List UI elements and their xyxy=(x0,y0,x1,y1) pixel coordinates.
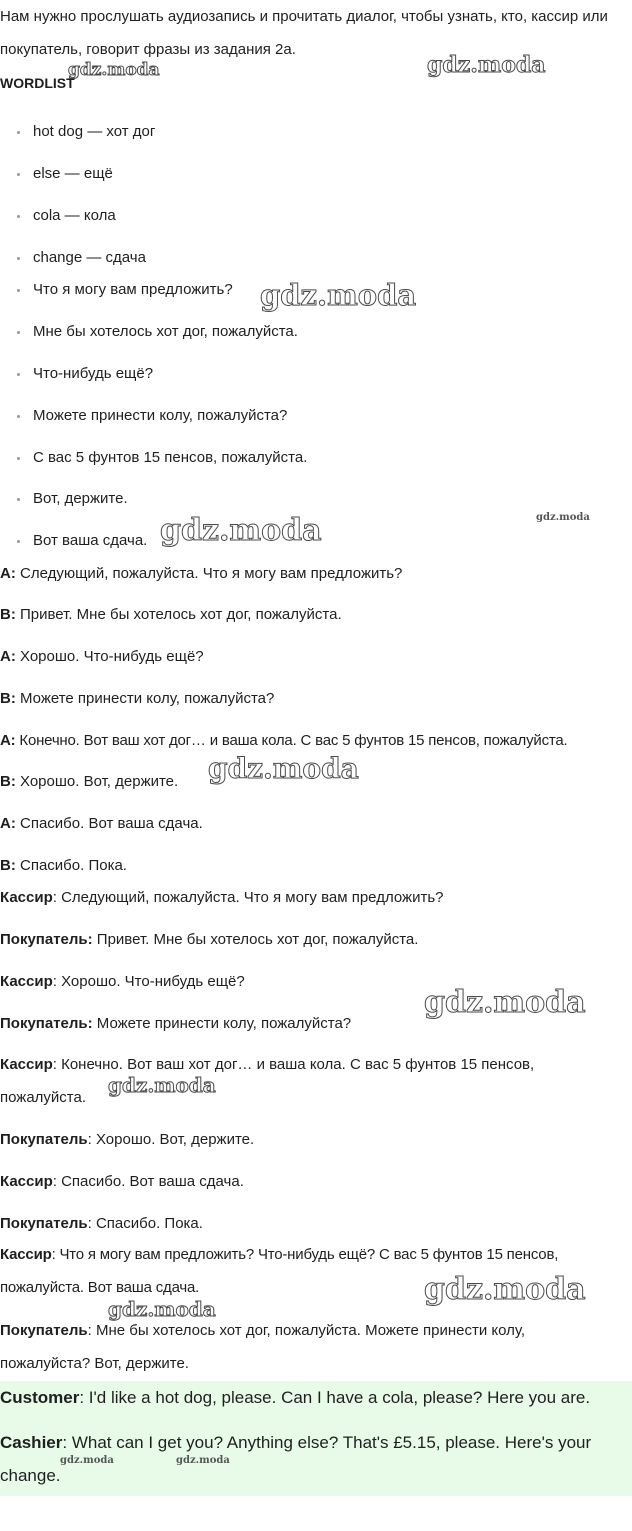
list-item: Вот, держите. xyxy=(0,489,128,509)
watermark-logo: gdz.moda xyxy=(160,513,322,548)
dialog-line: Покупатель: Можете принести колу, пожалуйста? xyxy=(0,1015,352,1032)
list-item: Что-нибудь ещё? xyxy=(0,364,153,384)
bullet-icon xyxy=(17,373,20,376)
watermark-logo: gdz.moda xyxy=(536,512,590,523)
dialog-line: Кассир: Хорошо. Что-нибудь ещё? xyxy=(0,973,245,990)
bullet-icon xyxy=(17,131,20,134)
list-item: change — сдача xyxy=(0,248,146,268)
watermark-logo: gdz.moda xyxy=(208,752,359,785)
bullet-icon xyxy=(17,540,20,543)
bullet-icon xyxy=(17,498,20,501)
bullet-icon xyxy=(17,173,20,176)
dialog-line: A: Конечно. Вот ваш хот дог… и ваша кола. С вас 5 фунтов 15 пенсов, пожалуйста. xyxy=(0,732,568,749)
dialog-line: B: Хорошо. Вот, держите. xyxy=(0,773,179,790)
watermark-logo: gdz.moda xyxy=(176,1455,230,1466)
watermark-logo: gdz.moda xyxy=(260,278,417,312)
intro-text: Нам нужно прослушать аудиозапись и прочитать диалог, чтобы узнать, кто, кассир или покупатель, говорит фразы из задания 2а. xyxy=(0,8,608,58)
watermark-logo: gdz.moda xyxy=(60,1455,114,1466)
dialog-line: Кассир: Следующий, пожалуйста. Что я могу вам предложить? xyxy=(0,889,444,906)
answer-line: Customer: I'd like a hot dog, please. Can I have a cola, please? Here you are. xyxy=(0,1388,591,1407)
dialog-line: Кассир: Спасибо. Вот ваша сдача. xyxy=(0,1173,244,1190)
list-item: Можете принести колу, пожалуйста? xyxy=(0,406,287,426)
bullet-icon xyxy=(17,457,20,460)
list-item: Вот ваша сдача. xyxy=(0,531,147,551)
list-item: Мне бы хотелось хот дог, пожалуйста. xyxy=(0,322,298,342)
answer-line: Cashier: What can I get you? Anything else? That's £5.15, please. Here's your change. xyxy=(0,1433,592,1485)
bullet-icon xyxy=(17,415,20,418)
bullet-icon xyxy=(17,289,20,292)
watermark-logo: gdz.moda xyxy=(424,985,586,1020)
dialog-line: B: Спасибо. Пока. xyxy=(0,857,127,874)
dialog-line: A: Следующий, пожалуйста. Что я могу вам предложить? xyxy=(0,565,403,582)
dialog-line: A: Хорошо. Что-нибудь ещё? xyxy=(0,648,204,665)
watermark-logo: gdz.moda xyxy=(108,1073,216,1097)
summary-line: Кассир: Что я могу вам предложить? Что-нибудь ещё? С вас 5 фунтов 15 пенсов, пожалуйста. Вот ваша сдача. xyxy=(0,1246,559,1296)
list-item: С вас 5 фунтов 15 пенсов, пожалуйста. xyxy=(0,448,307,468)
dialog-line: B: Привет. Мне бы хотелось хот дог, пожалуйста. xyxy=(0,606,342,623)
dialog-line: Кассир: Конечно. Вот ваш хот дог… и ваша кола. С вас 5 фунтов 15 пенсов, пожалуйста. xyxy=(0,1056,535,1106)
dialog-line: Покупатель: Привет. Мне бы хотелось хот дог, пожалуйста. xyxy=(0,931,419,948)
list-item: hot dog — хот дог xyxy=(0,122,155,142)
list-item: cola — кола xyxy=(0,206,116,226)
watermark-logo: gdz.moda xyxy=(424,1272,586,1307)
watermark-logo: gdz.moda xyxy=(108,1297,216,1321)
bullet-icon xyxy=(17,331,20,334)
watermark-logo: gdz.moda xyxy=(427,52,546,78)
watermark-logo: gdz.moda xyxy=(68,60,160,80)
list-item: Что я могу вам предложить? xyxy=(0,280,233,300)
bullet-icon xyxy=(17,257,20,260)
summary-line: Покупатель: Мне бы хотелось хот дог, пожалуйста. Можете принести колу, пожалуйста? Вот, держите. xyxy=(0,1322,526,1372)
bullet-icon xyxy=(17,215,20,218)
wordlist-title: WORDLIST xyxy=(0,75,75,91)
dialog-line: Покупатель: Спасибо. Пока. xyxy=(0,1215,203,1232)
dialog-line: Покупатель: Хорошо. Вот, держите. xyxy=(0,1131,255,1148)
list-item: else — ещё xyxy=(0,164,113,184)
dialog-line: A: Спасибо. Вот ваша сдача. xyxy=(0,815,203,832)
dialog-line: B: Можете принести колу, пожалуйста? xyxy=(0,690,275,707)
